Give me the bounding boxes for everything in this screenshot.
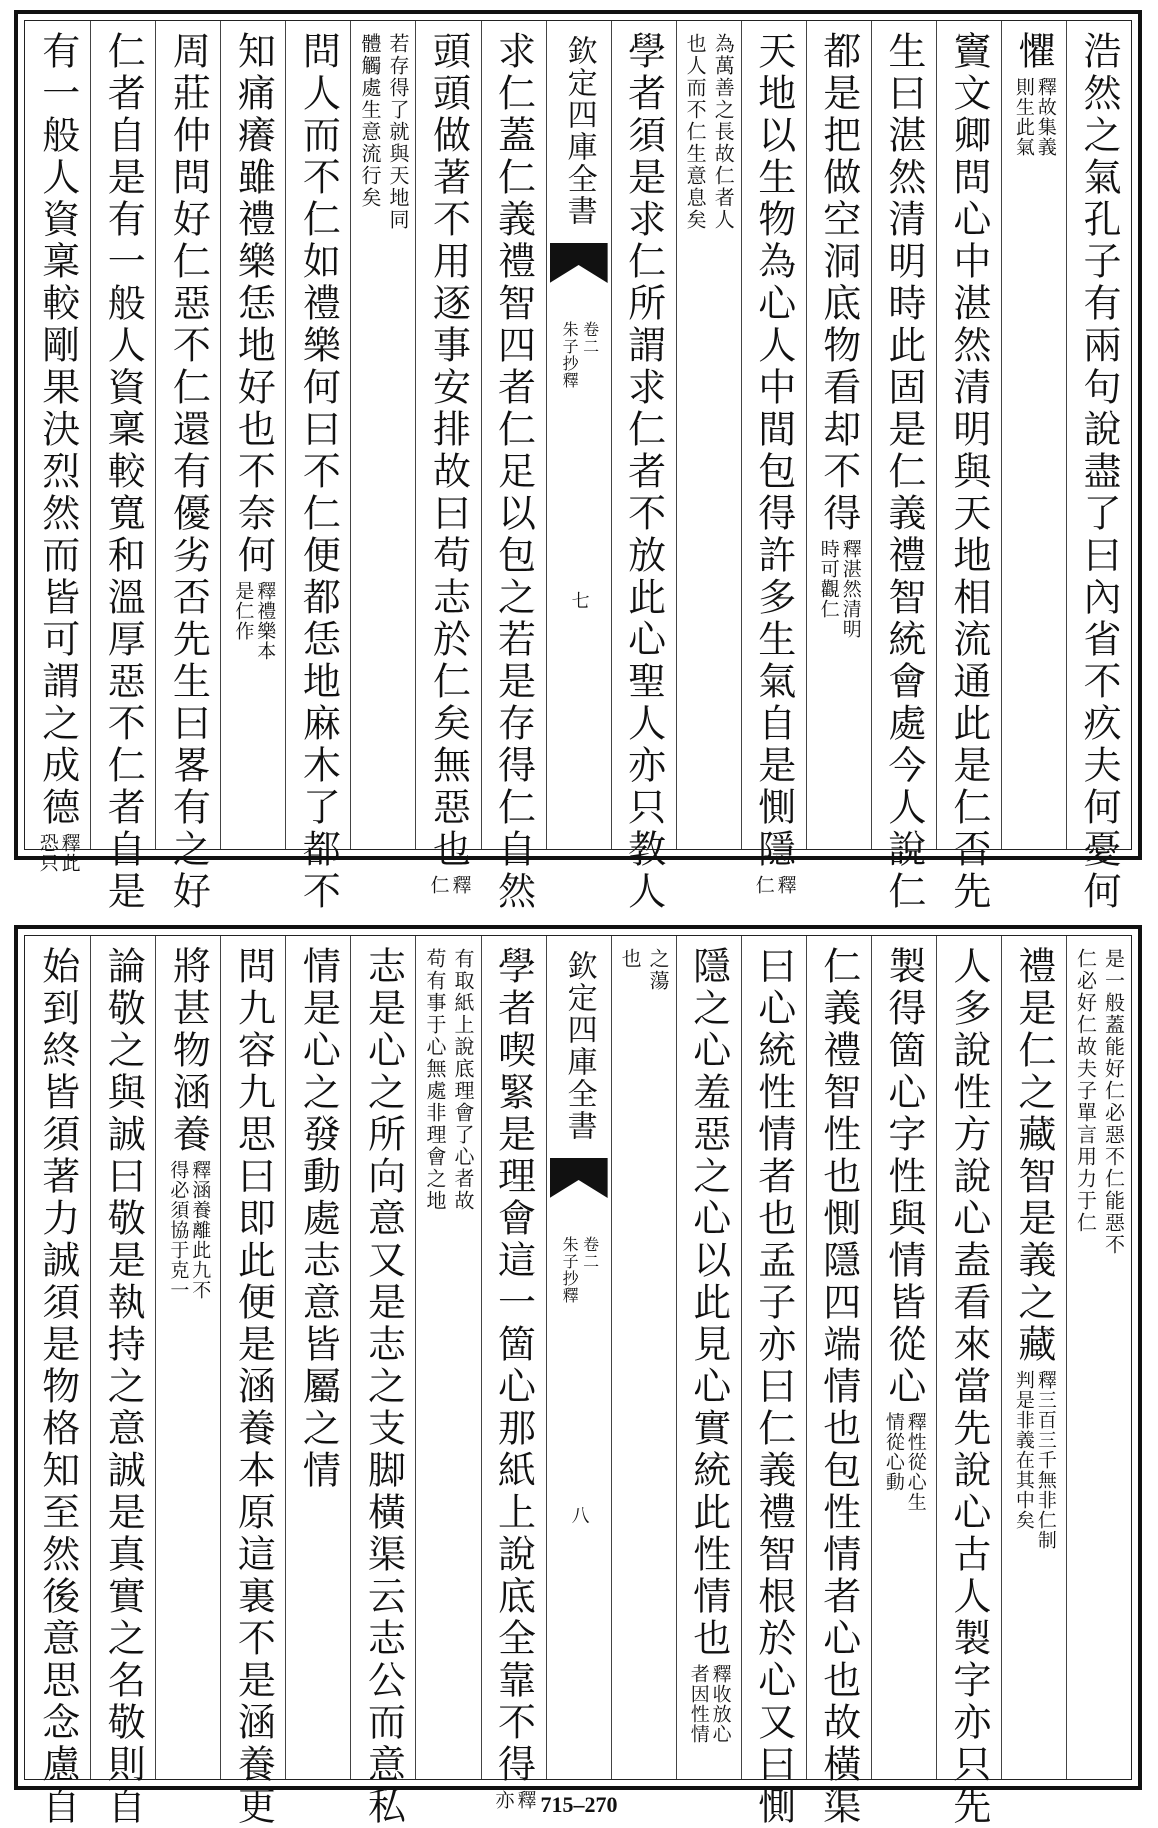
text-column-with-annotation xyxy=(806,21,871,849)
annotation-text: 釋禮樂本 xyxy=(254,581,277,661)
text-column xyxy=(806,936,871,1828)
column-text: 仁義禮智性也惻隱四端情也包性情者心也故橫渠 xyxy=(816,946,861,1828)
annotation-text: 釋涵養離此九不 xyxy=(189,1160,212,1300)
annotation-text: 情從心動 xyxy=(882,1412,905,1492)
book-subtitle: 朱子抄釋 xyxy=(560,1236,580,1304)
annotation-pair xyxy=(616,948,672,992)
column-text: 天地以生物為心人中間包得許多生氣自是惻隱 xyxy=(751,31,796,871)
annotation-column xyxy=(1066,936,1131,1779)
text-column xyxy=(90,936,155,1828)
text-column xyxy=(936,21,1001,913)
annotation-pair xyxy=(1071,948,1127,1256)
annotation-text: 仁 xyxy=(752,875,775,895)
annotation-text: 也 xyxy=(618,948,643,970)
annotation-pair xyxy=(167,1160,212,1300)
annotation-text: 體觸處生意流行矣 xyxy=(357,33,382,209)
text-column xyxy=(285,936,350,1779)
annotation-column xyxy=(611,936,676,1779)
annotation-text: 有取紙上說底理會了心者故 xyxy=(451,948,475,1212)
text-column xyxy=(611,21,676,913)
column-text: 求仁蓋仁義禮智四者仁足以包之若是存得仁自然 xyxy=(491,31,536,913)
column-text: 隱之心羞惡之心以此見心實統此性情也 xyxy=(686,946,731,1660)
text-column xyxy=(350,936,415,1828)
column-text: 製得箇心字性與情皆從心 xyxy=(881,946,926,1408)
annotation-pair xyxy=(232,581,277,661)
column-text: 人多說性方說心盍看來當先說心古人製字亦只先 xyxy=(946,946,991,1828)
column-text: 學者喫緊是理會這一箇心那紙上說底全靠不得 xyxy=(491,946,536,1786)
annotation-text: 釋收放心 xyxy=(709,1664,732,1744)
annotation-pair xyxy=(1013,1370,1055,1550)
fishtail-mark-icon xyxy=(550,1158,608,1198)
text-column xyxy=(741,936,806,1828)
column-text: 始到終皆須著力誠須是物格知至然後意思念慮自 xyxy=(35,946,80,1828)
top-page xyxy=(14,10,1142,913)
annotation-text: 時可觀仁 xyxy=(817,539,840,619)
annotation-text: 恐只 xyxy=(36,833,59,873)
column-text: 周莊仲問好仁惡不仁還有優劣否先生曰畧有之好 xyxy=(166,31,211,913)
text-column-with-annotation xyxy=(676,936,741,1779)
annotation-text: 亦 xyxy=(492,1790,515,1810)
annotation-text: 得必須協于克一 xyxy=(167,1160,190,1300)
column-text: 曰心統性情者也孟子亦曰仁義禮智根於心又曰惻 xyxy=(751,946,796,1828)
top-text-columns xyxy=(25,21,1131,913)
annotation-text: 也人而不仁生意息矣 xyxy=(683,33,708,231)
annotation-column xyxy=(350,21,415,849)
column-text: 竇文卿問心中湛然清明與天地相流通此是仁否先 xyxy=(946,31,991,913)
text-column-with-annotation xyxy=(741,21,806,895)
column-text: 頭頭做著不用逐事安排故曰苟志於仁矣無惡也 xyxy=(426,31,471,871)
annotation-text: 釋性從心生 xyxy=(904,1412,927,1512)
text-column-with-annotation xyxy=(25,21,90,873)
column-text: 浩然之氣孔子有兩句說盡了曰內省不疚夫何憂何 xyxy=(1076,31,1121,913)
annotation-pair xyxy=(420,948,476,1212)
text-column xyxy=(936,936,1001,1828)
column-text: 生曰湛然清明時此固是仁義禮智統會處今人說仁 xyxy=(881,31,926,913)
annotation-text: 苟有事于心無處非理會之地 xyxy=(422,948,447,1212)
fishtail-mark-icon xyxy=(550,243,608,283)
column-text: 情是心之發動處志意皆屬之情 xyxy=(296,946,341,1492)
column-text: 問人而不仁如禮樂何曰不仁便都恁地麻木了都不 xyxy=(296,31,341,913)
column-text: 有一般人資稟較剛果決烈然而皆可謂之成德 xyxy=(35,31,80,829)
annotation-column xyxy=(676,21,741,849)
text-column xyxy=(1066,21,1131,913)
text-column xyxy=(25,936,90,1828)
text-column-with-annotation xyxy=(155,936,220,1779)
leaf-number: 七 xyxy=(568,591,590,609)
book-title: 欽定四庫全書 xyxy=(561,35,597,227)
annotation-text: 釋此 xyxy=(58,833,81,873)
column-text: 將甚物涵養 xyxy=(166,946,211,1156)
annotation-text: 為萬善之長故仁者人 xyxy=(711,33,736,231)
annotation-text: 仁必好仁故夫子單言用力于仁 xyxy=(1073,948,1098,1234)
text-column-with-annotation xyxy=(415,21,480,895)
book-title: 欽定四庫全書 xyxy=(561,950,597,1142)
book-subtitle: 朱子抄釋 xyxy=(560,321,580,389)
annotation-pair xyxy=(818,539,860,639)
annotation-text: 者因性情 xyxy=(687,1664,710,1744)
volume-label: 卷二 xyxy=(580,1236,600,1270)
text-column xyxy=(155,21,220,913)
annotation-pair xyxy=(753,875,795,895)
annotation-pair xyxy=(681,33,737,231)
annotation-text: 釋三百三千無非仁制 xyxy=(1034,1370,1057,1550)
annotation-text: 是仁作 xyxy=(232,581,255,641)
text-column xyxy=(220,936,285,1828)
text-column xyxy=(285,21,350,913)
column-text: 問九容九思曰即此便是涵養本原這裏不是涵養更 xyxy=(231,946,276,1828)
annotation-text: 若存得了就與天地同 xyxy=(385,33,410,231)
annotation-pair xyxy=(688,1664,730,1744)
text-column-with-annotation xyxy=(1001,936,1066,1779)
annotation-text: 釋故集義 xyxy=(1034,77,1057,157)
text-column-with-annotation xyxy=(220,21,285,849)
annotation-pair xyxy=(1013,77,1055,157)
text-column xyxy=(90,21,155,913)
annotation-text: 釋 xyxy=(449,875,472,895)
text-column-with-annotation xyxy=(871,936,936,1779)
text-column-with-annotation xyxy=(1001,21,1066,849)
column-text: 都是把做空洞底物看却不得 xyxy=(816,31,861,535)
annotation-pair xyxy=(37,833,79,873)
annotation-text: 釋 xyxy=(514,1790,537,1810)
column-text: 志是心之所向意又是志之支脚橫渠云志公而意私 xyxy=(361,946,406,1828)
annotation-text: 釋 xyxy=(774,875,797,895)
text-column xyxy=(871,21,936,913)
annotation-text: 釋湛然清明 xyxy=(839,539,862,639)
column-text: 仁者自是有一般人資稟較寬和溫厚惡不仁者自是 xyxy=(101,31,146,913)
center-fold-column xyxy=(546,21,611,849)
leaf-number: 八 xyxy=(568,1506,590,1524)
annotation-text: 仁 xyxy=(427,875,450,895)
text-column xyxy=(481,21,546,913)
page-reference: 715–270 xyxy=(540,1792,618,1817)
annotation-pair xyxy=(428,875,470,895)
annotation-text: 則生此氣 xyxy=(1012,77,1035,157)
center-fold-column xyxy=(546,936,611,1779)
annotation-text: 判是非義在其中矣 xyxy=(1012,1370,1035,1530)
volume-label: 卷二 xyxy=(580,321,600,355)
annotation-pair xyxy=(883,1412,925,1512)
column-text: 論敬之與誠曰敬是執持之意誠是真實之名敬則自 xyxy=(101,946,146,1828)
annotation-text: 之蕩 xyxy=(646,948,671,992)
annotation-column xyxy=(415,936,480,1779)
top-page-frame xyxy=(24,20,1132,913)
column-text: 禮是仁之藏智是義之藏 xyxy=(1011,946,1056,1366)
column-text: 知痛癢雖禮樂恁地好也不奈何 xyxy=(231,31,276,577)
column-text: 學者須是求仁所謂求仁者不放此心聖人亦只教人 xyxy=(621,31,666,913)
annotation-text: 是一般蓋能好仁必惡不仁能惡不 xyxy=(1101,948,1126,1256)
text-column-with-annotation xyxy=(481,936,546,1810)
annotation-pair xyxy=(355,33,411,231)
column-text: 懼 xyxy=(1011,31,1056,73)
